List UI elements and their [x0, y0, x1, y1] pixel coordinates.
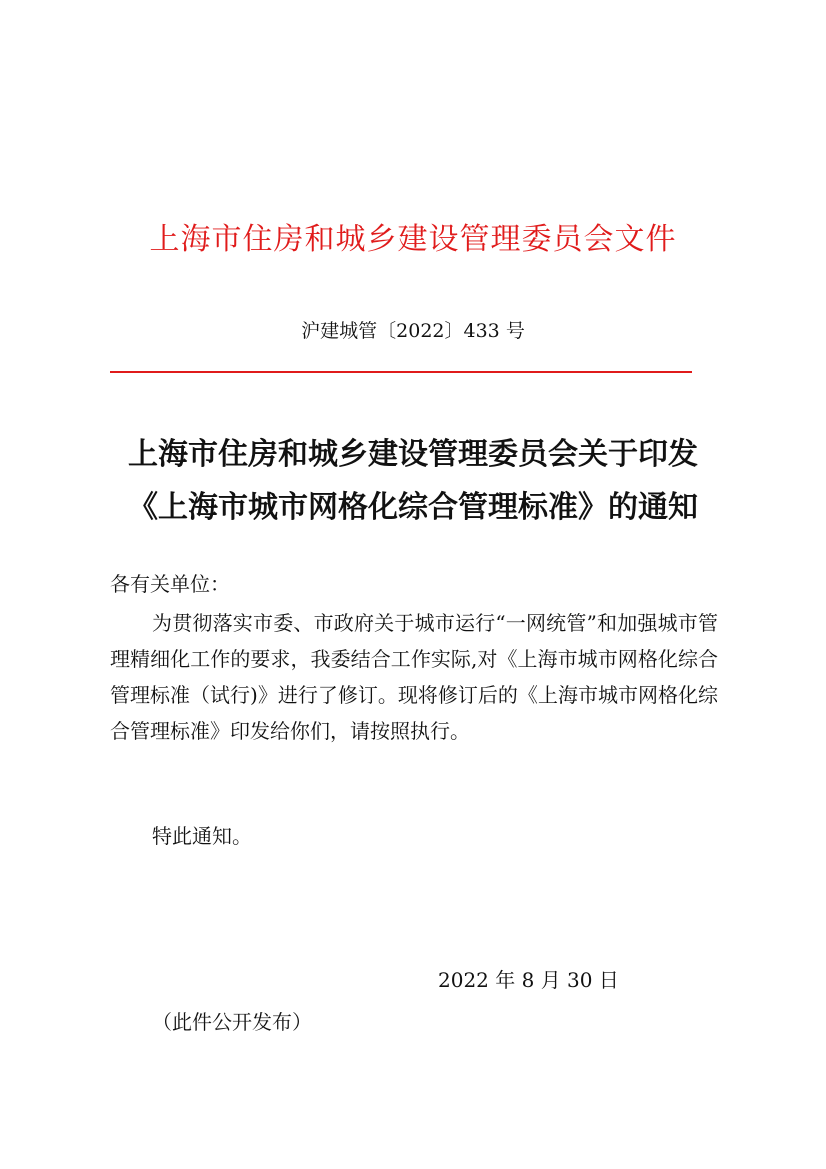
notice-title-line-1: 上海市住房和城乡建设管理委员会关于印发	[128, 437, 698, 472]
salutation: 各有关单位：	[110, 572, 230, 596]
issue-date: 2022 年 8 月 30 日	[438, 968, 619, 992]
notice-title	[0, 428, 826, 534]
red-divider	[110, 371, 692, 373]
closing-line: 特此通知。	[152, 824, 252, 848]
document-number: 沪建城管〔2022〕433 号	[301, 320, 525, 342]
body-paragraph: 为贯彻落实市委、市政府关于城市运行“一网统管”和加强城市管理精细化工作的要求，我委结合工作实际,对《上海市城市网格化综合管理标准（试行)》进行了修订。现将修订后的《上海市城市网格化综合管理标准》印发给你们，请按照执行。	[110, 611, 718, 743]
notice-title-line-2: 《上海市城市网格化综合管理标准》的通知	[128, 490, 698, 525]
issuer-header: 上海市住房和城乡建设管理委员会文件	[149, 222, 677, 257]
public-release-note: （此件公开发布）	[152, 1010, 312, 1034]
